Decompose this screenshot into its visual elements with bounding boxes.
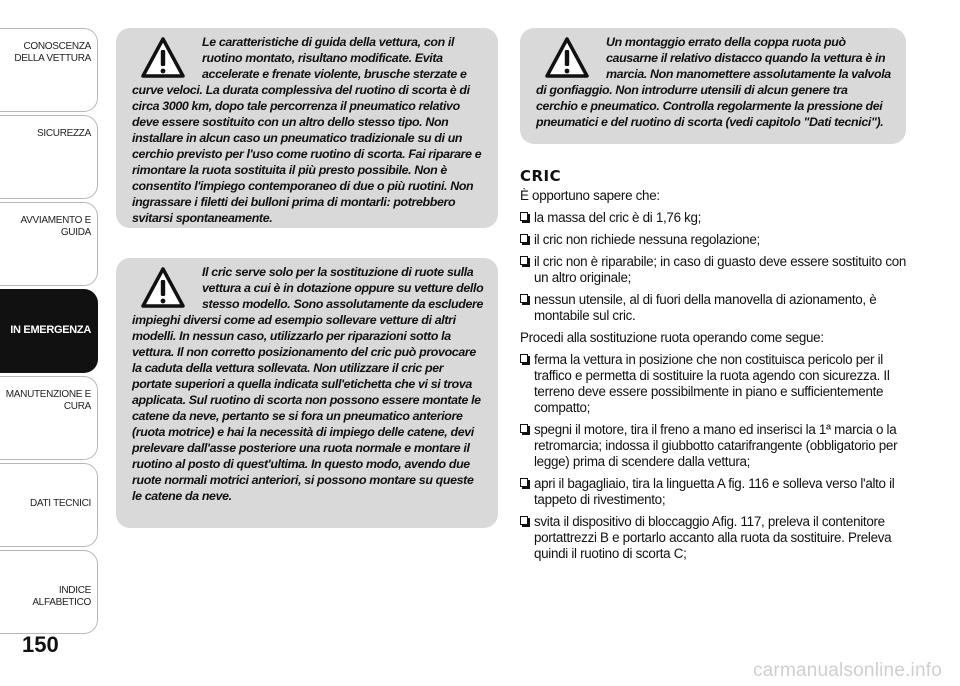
page-number: 150 [22,632,59,657]
warning-text: Le caratteristiche di guida della vettura, con il ruotino montato, risultano modificate. Evita accelerate e frenate violente, brusche sterzate e curve veloci. La durata complessiva del ruotino di scorta è di circa 3000 km, dopo tale percorrenza il pneumatico relativo deve essere sostituito con un altro dello stesso tipo. Non installare in alcun caso un pneumatico tradizionale su di un cerchio previsto per l'uso come ruotino di scorta. Fai riparare e rimontare la ruota sostituita il più presto possibile. Non è consentito l'impiego contemporaneo di due o più ruotini. Non ingrassare i filetti dei bulloni prima di montarli: potrebbero svitarsi spontaneamente. [132,35,482,225]
warning-triangle-icon [544,36,590,80]
checkbox-bullet-icon [520,212,528,221]
list-item: nessun utensile, al di fuori della manovella di azionamento, è montabile sul cric. [520,292,912,324]
list-item: apri il bagagliaio, tira la linguetta A fig. 116 e solleva verso l'alto il tappeto di rivestimento; [520,476,912,508]
checkbox-bullet-icon [520,234,528,243]
warning-box-cric [116,258,498,528]
checkbox-bullet-icon [520,424,528,433]
checkbox-bullet-icon [520,294,528,303]
warning-box-ruotino [116,28,498,228]
tab-avviamento[interactable]: AVVIAMENTO E GUIDA [0,202,98,286]
tab-indice[interactable]: INDICE ALFABETICO [0,550,98,634]
warning-box-coppa-ruota [520,28,906,144]
cric-section [520,168,912,568]
list-item: la massa del cric è di 1,76 kg; [520,210,912,226]
checkbox-bullet-icon [520,354,528,363]
warning-text: Un montaggio errato della coppa ruota può causarne il relativo distacco quando la vettura è in marcia. Non manomettere assolutamente la valvola di gonfiaggio. Non introdurre utensili di alcun genere tra cerchio e pneumatico. Controlla regolarmente la pressione dei pneumatici e del ruotino di scorta (vedi capitolo "Dati tecnici"). [536,35,891,129]
list-item: il cric non è riparabile; in caso di guasto deve essere sostituito con un altro originale; [520,254,912,286]
tab-in-emergenza[interactable]: IN EMERGENZA [0,289,98,373]
checkbox-bullet-icon [520,516,528,525]
facts-list [520,210,912,324]
steps-list [520,352,912,562]
list-item: il cric non richiede nessuna regolazione; [520,232,912,248]
section-heading: CRIC [520,167,562,185]
procedure-intro: Procedi alla sostituzione ruota operando come segue: [520,330,824,345]
warning-triangle-icon [140,266,186,310]
list-item: ferma la vettura in posizione che non costituisca pericolo per il traffico e permetta di sostituire la ruota agendo con sicurezza. Il terreno deve essere possibilmente in piano e sufficientemente compatto; [520,352,912,416]
tab-conoscenza[interactable]: CONOSCENZA DELLA VETTURA [0,28,98,112]
list-item: svita il dispositivo di bloccaggio Afig. 117, preleva il contenitore portattrezzi B e portarlo accanto alla ruota da sostituire. Preleva quindi il ruotino di scorta C; [520,514,912,562]
warning-text: Il cric serve solo per la sostituzione di ruote sulla vettura a cui è in dotazione oppure su vetture dello stesso modello. Sono assolutamente da escludere impieghi diversi come ad esempio sollevare vetture di altri modelli. In nessun caso, utilizzarlo per riparazioni sotto la vettura. Il non corretto posizionamento del cric può provocare la caduta della vettura sollevata. Non utilizzare il cric per portate superiori a quella indicata sull'etichetta che vi si trova applicata. Sul ruotino di scorta non possono essere montate le catene da neve, pertanto se si fora un pneumatico anteriore (ruota motrice) e hai la necessità di impiego delle catene, devi prelevare dall'asse posteriore una ruota normale e montare il ruotino al posto di quest'ultima. In questo modo, avendo due ruote normali motrici anteriori, si possono montare su queste le catene da neve. [132,265,484,503]
warning-triangle-icon [140,36,186,80]
watermark: carmanualsonline.info [752,660,942,681]
section-intro: È opportuno sapere che: [520,188,660,203]
tab-sicurezza[interactable]: SICUREZZA [0,115,98,199]
tab-dati-tecnici[interactable]: DATI TECNICI [0,463,98,547]
tab-manutenzione[interactable]: MANUTENZIONE E CURA [0,376,98,460]
checkbox-bullet-icon [520,256,528,265]
checkbox-bullet-icon [520,478,528,487]
list-item: spegni il motore, tira il freno a mano ed inserisci la 1ª marcia o la retromarcia; indossa il giubbotto catarifrangente (obbligatorio per legge) prima di scendere dalla vettura; [520,422,912,470]
